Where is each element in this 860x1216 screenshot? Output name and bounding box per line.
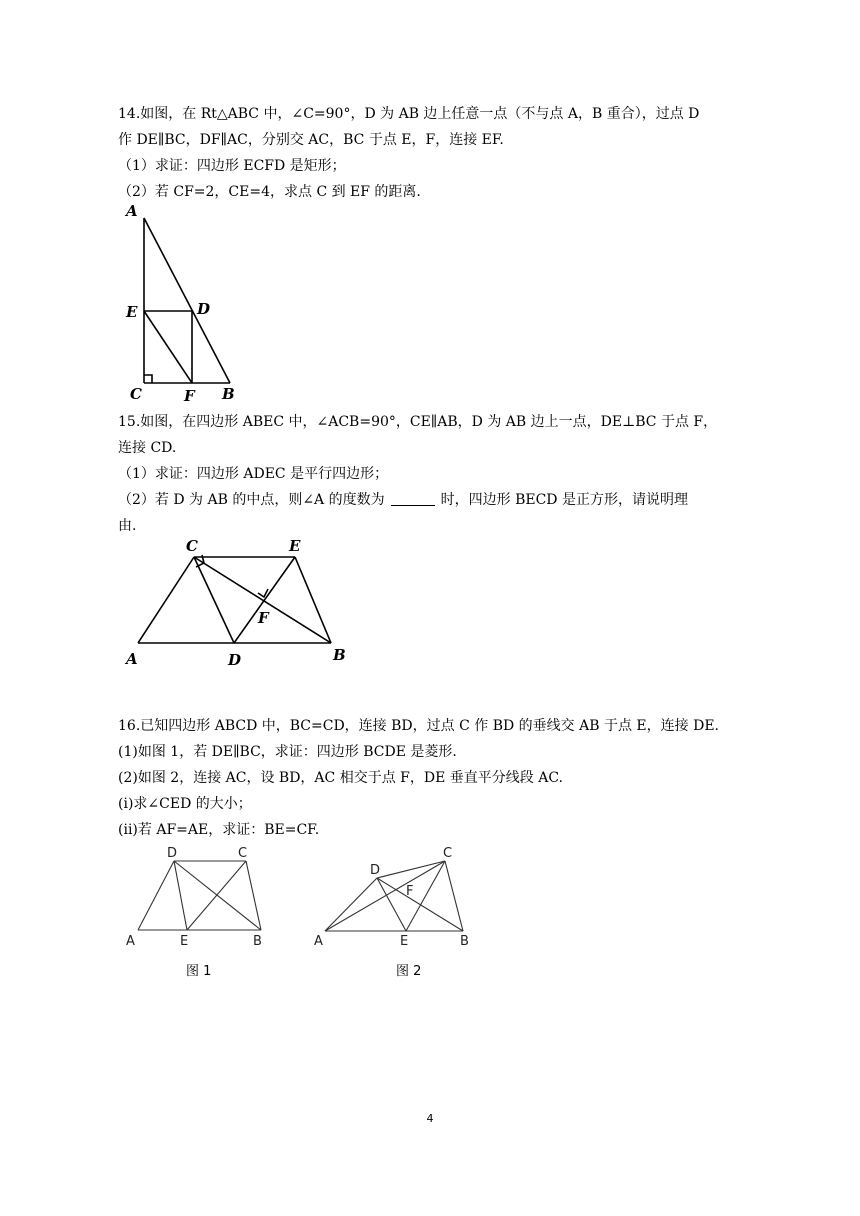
q15-line-4 bbox=[118, 490, 758, 510]
q16-fig1-label-c: C bbox=[238, 846, 248, 861]
q16-line-3: (2)如图 2，连接 AC，设 BD，AC 相交于点 F，DE 垂直平分线段 AC. bbox=[118, 770, 563, 786]
q16-fig1-label-b: B bbox=[253, 934, 262, 949]
q16-line-4: (ⅰ)求∠CED 的大小； bbox=[118, 796, 252, 812]
q15-line-5: 由. bbox=[118, 518, 137, 534]
q14-label-e: E bbox=[126, 303, 138, 321]
q16-line-5: (ⅱ)若 AF=AE，求证：BE=CF. bbox=[118, 822, 320, 838]
page-number: 4 bbox=[426, 1112, 434, 1125]
q16-line-1: 16.已知四边形 ABCD 中，BC=CD，连接 BD，过点 C 作 BD 的垂线交 AB 于点 E，连接 DE. bbox=[118, 718, 719, 734]
q14-label-d: D bbox=[197, 300, 211, 318]
q16-fig1-label-e: E bbox=[180, 934, 189, 949]
q16-fig2-label-a: A bbox=[314, 934, 323, 949]
q15-line-3: （1）求证：四边形 ADEC 是平行四边形； bbox=[118, 466, 389, 482]
q14-figure bbox=[118, 200, 258, 405]
q14-label-a: A bbox=[126, 202, 138, 220]
q15-line-1: 15.如图，在四边形 ABEC 中，∠ACB=90°，CE∥AB，D 为 AB 边上一点，DE⊥BC 于点 F， bbox=[118, 414, 718, 430]
q15-label-d: D bbox=[228, 651, 242, 669]
q14-label-c: C bbox=[130, 385, 142, 403]
q15-label-b: B bbox=[333, 646, 346, 664]
q14-label-b: B bbox=[222, 385, 235, 403]
q14-line-4: （2）若 CF=2，CE=4，求点 C 到 EF 的距离. bbox=[118, 184, 421, 200]
q16-line-2: (1)如图 1，若 DE∥BC，求证：四边形 BCDE 是菱形. bbox=[118, 744, 457, 760]
q16-fig1-label-a: A bbox=[126, 934, 135, 949]
q16-fig1-caption: 图 1 bbox=[186, 964, 212, 979]
q14-line-2: 作 DE∥BC，DF∥AC，分别交 AC，BC 于点 E，F，连接 EF. bbox=[118, 132, 504, 148]
q15-label-e: E bbox=[289, 537, 301, 555]
q15-line-2: 连接 CD. bbox=[118, 440, 177, 456]
q15-label-a: A bbox=[126, 650, 138, 668]
q15-figure bbox=[118, 530, 358, 675]
q15-label-c: C bbox=[186, 537, 198, 555]
q14-line-1: 14.如图，在 Rt△ABC 中，∠C=90°，D 为 AB 边上任意一点（不与点 A，B 重合），过点 D bbox=[118, 106, 700, 122]
q14-label-f: F bbox=[184, 387, 195, 405]
q15-line-4-post: 时，四边形 BECD 是正方形，请说明理 bbox=[440, 492, 688, 508]
q15-line-4-pre: （2）若 D 为 AB 的中点，则∠A 的度数为 bbox=[118, 492, 385, 508]
q16-figure-2 bbox=[310, 840, 490, 952]
q16-fig2-caption: 图 2 bbox=[396, 964, 422, 979]
q15-label-f: F bbox=[258, 609, 269, 627]
q16-fig1-label-d: D bbox=[167, 846, 178, 861]
q16-fig2-label-c: C bbox=[443, 846, 453, 861]
q16-fig2-label-f: F bbox=[406, 884, 414, 899]
q16-fig2-label-e: E bbox=[400, 934, 409, 949]
q16-fig2-label-d: D bbox=[370, 863, 381, 878]
q16-fig2-label-b: B bbox=[460, 934, 469, 949]
q16-figure-1 bbox=[120, 840, 280, 952]
answer-blank[interactable] bbox=[391, 491, 435, 506]
q14-line-3: （1）求证：四边形 ECFD 是矩形； bbox=[118, 158, 346, 174]
